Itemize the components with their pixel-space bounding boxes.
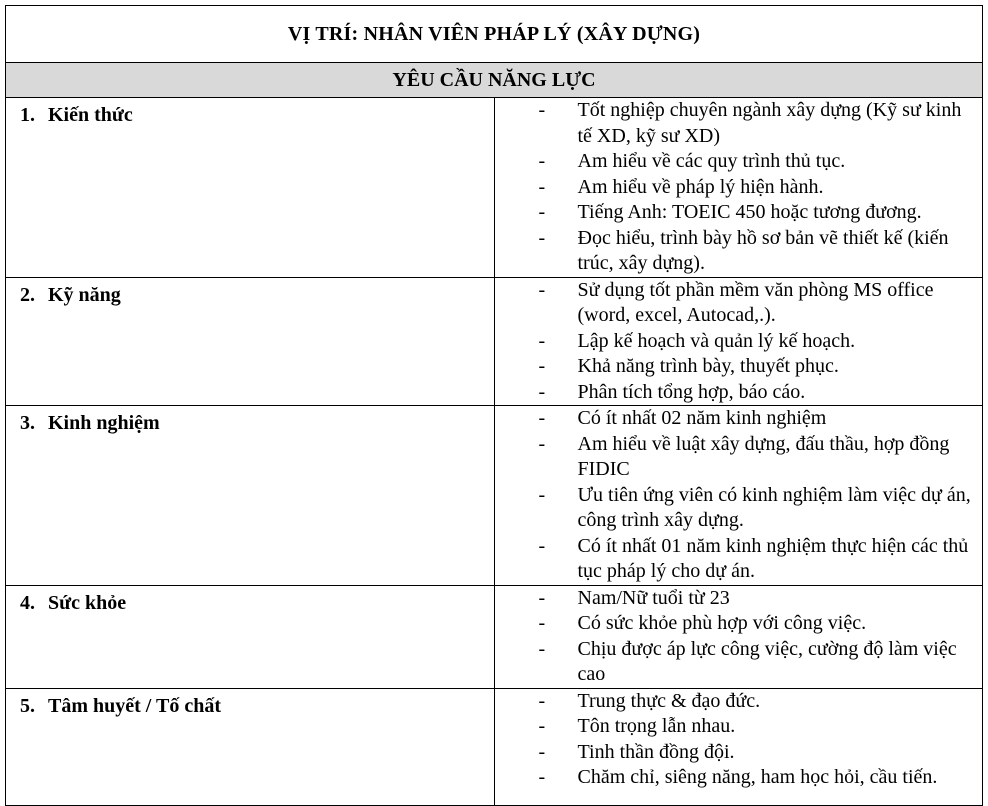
requirement-text: Có ít nhất 01 năm kinh nghiệm thực hiện các thủ tục pháp lý cho dự án.: [577, 534, 969, 582]
category-cell: [6, 406, 495, 586]
requirement-row: [6, 406, 983, 586]
requirement-text: Am hiểu về luật xây dựng, đấu thầu, hợp đồng FIDIC: [577, 432, 950, 480]
list-item: [495, 149, 983, 175]
dash-bullet: -: [538, 612, 546, 634]
requirement-text: Có ít nhất 02 năm kinh nghiệm: [577, 407, 827, 429]
requirement-row: [6, 688, 983, 805]
requirement-text: Am hiểu về pháp lý hiện hành.: [577, 175, 824, 198]
requirements-list: [495, 98, 983, 277]
category-number: 1.: [20, 104, 35, 126]
category-number: 2.: [20, 283, 35, 306]
dash-bullet: -: [538, 201, 546, 223]
dash-bullet: -: [538, 586, 546, 609]
requirement-text: Chăm chỉ, siêng năng, ham học hỏi, cầu tiến.: [577, 766, 938, 788]
title-row: [6, 6, 983, 63]
category-number: 3.: [20, 412, 35, 434]
category-label: Kiến thức: [48, 104, 133, 126]
requirements-list: [495, 406, 983, 585]
section-header: YÊU CẦU NĂNG LỰC: [6, 63, 983, 98]
dash-bullet: -: [538, 278, 546, 301]
list-item: [495, 278, 983, 329]
list-item: [495, 175, 983, 201]
dash-bullet: -: [538, 715, 546, 737]
requirement-text: Chịu được áp lực công việc, cường độ làm việc cao: [577, 637, 957, 685]
list-item: [495, 611, 983, 637]
list-item: [495, 98, 983, 149]
requirement-text: Ưu tiên ứng viên có kinh nghiệm làm việc dự án, công trình xây dựng.: [577, 483, 971, 531]
requirement-row: [6, 98, 983, 278]
requirements-cell: [494, 98, 983, 278]
dash-bullet: -: [538, 380, 546, 403]
requirements-list: [495, 586, 983, 688]
dash-bullet: -: [538, 150, 546, 172]
list-item: [495, 406, 983, 432]
requirement-text: Nam/Nữ tuổi từ 23: [577, 586, 730, 609]
dash-bullet: -: [538, 483, 546, 506]
list-item: [495, 329, 983, 355]
list-item: [495, 765, 983, 791]
dash-bullet: -: [538, 329, 546, 352]
dash-bullet: -: [538, 355, 546, 377]
category-label: Tâm huyết / Tố chất: [48, 694, 221, 717]
dash-bullet: -: [538, 175, 546, 198]
category-label: Kinh nghiệm: [48, 412, 160, 434]
list-item: [495, 637, 983, 688]
category-number: 4.: [20, 591, 35, 614]
dash-bullet: -: [538, 226, 546, 249]
list-item: [495, 689, 983, 715]
list-item: [495, 226, 983, 277]
category-cell: [6, 585, 495, 688]
dash-bullet: -: [538, 534, 546, 557]
dash-bullet: -: [538, 637, 546, 660]
requirement-text: Tiếng Anh: TOEIC 450 hoặc tương đương.: [577, 201, 922, 223]
requirements-cell: [494, 688, 983, 805]
category-label: Sức khỏe: [48, 591, 127, 614]
requirement-row: [6, 585, 983, 688]
requirement-text: Tinh thần đồng đội.: [577, 740, 735, 763]
list-item: [495, 354, 983, 380]
position-title: VỊ TRÍ: NHÂN VIÊN PHÁP LÝ (XÂY DỰNG): [6, 6, 983, 63]
dash-bullet: -: [538, 740, 546, 763]
requirement-text: Tôn trọng lẫn nhau.: [577, 715, 736, 737]
list-item: [495, 586, 983, 612]
requirements-list: [495, 689, 983, 791]
dash-bullet: -: [538, 432, 546, 455]
requirement-text: Sử dụng tốt phần mềm văn phòng MS office (word, excel, Autocad,.).: [577, 278, 934, 326]
requirement-text: Lập kế hoạch và quản lý kế hoạch.: [577, 329, 856, 352]
requirement-text: Đọc hiểu, trình bày hồ sơ bản vẽ thiết kế (kiến trúc, xây dựng).: [577, 226, 949, 274]
dash-bullet: -: [538, 766, 546, 788]
category-number: 5.: [20, 694, 35, 717]
dash-bullet: -: [538, 689, 546, 712]
requirements-table: [5, 5, 983, 806]
requirement-text: Có sức khỏe phù hợp với công việc.: [577, 612, 867, 634]
category-label: Kỹ năng: [48, 283, 121, 306]
list-item: [495, 432, 983, 483]
category-cell: [6, 98, 495, 278]
list-item: [495, 200, 983, 226]
requirement-text: Tốt nghiệp chuyên ngành xây dựng (Kỹ sư kinh tế XD, kỹ sư XD): [577, 99, 962, 147]
dash-bullet: -: [538, 99, 546, 121]
requirements-cell: [494, 277, 983, 406]
requirement-text: Khả năng trình bày, thuyết phục.: [577, 355, 839, 377]
list-item: [495, 740, 983, 766]
category-cell: [6, 277, 495, 406]
requirement-text: Phân tích tổng hợp, báo cáo.: [577, 380, 806, 403]
list-item: [495, 380, 983, 406]
list-item: [495, 714, 983, 740]
requirements-list: [495, 278, 983, 406]
requirements-cell: [494, 585, 983, 688]
requirement-text: Trung thực & đạo đức.: [577, 689, 761, 712]
section-header-row: [6, 63, 983, 98]
dash-bullet: -: [538, 407, 546, 429]
requirement-row: [6, 277, 983, 406]
requirements-cell: [494, 406, 983, 586]
list-item: [495, 534, 983, 585]
category-cell: [6, 688, 495, 805]
list-item: [495, 483, 983, 534]
requirement-text: Am hiểu về các quy trình thủ tục.: [577, 150, 846, 172]
